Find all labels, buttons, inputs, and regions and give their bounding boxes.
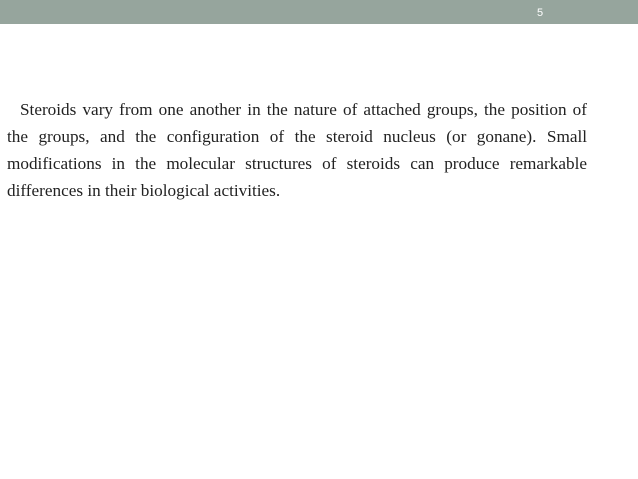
body-paragraph: Steroids vary from one another in the nature of attached groups, the position of the groups, and the configuration of the steroid nucleus (or gonane). Small modifications in the molecular structures of steroids can produce remarkable differences in their biological activities.	[7, 100, 587, 200]
slide-header-bar	[0, 0, 638, 24]
slide-number: 5	[536, 7, 544, 19]
